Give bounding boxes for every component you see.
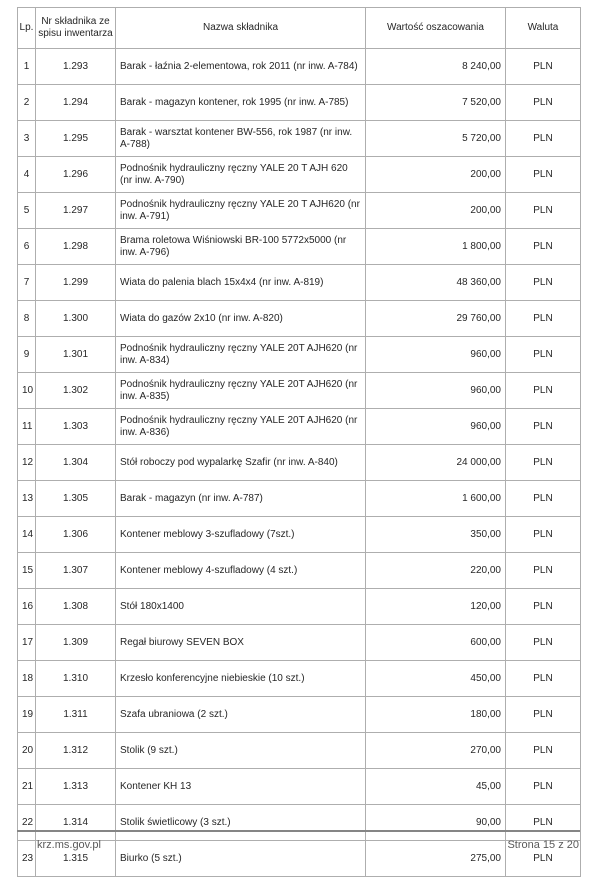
- column-header-wartosc: Wartość oszacowania: [366, 8, 506, 49]
- cell-nr: 1.311: [36, 697, 116, 733]
- cell-nr: 1.308: [36, 589, 116, 625]
- column-header-waluta: Waluta: [506, 8, 581, 49]
- table-row: [18, 445, 581, 481]
- cell-nazwa: Regał biurowy SEVEN BOX: [116, 625, 366, 661]
- table-row: [18, 193, 581, 229]
- cell-waluta: PLN: [506, 157, 581, 193]
- table-row: [18, 553, 581, 589]
- cell-nazwa: Wiata do palenia blach 15x4x4 (nr inw. A-819): [116, 265, 366, 301]
- table-row: [18, 265, 581, 301]
- cell-waluta: PLN: [506, 661, 581, 697]
- cell-nr: 1.299: [36, 265, 116, 301]
- cell-nazwa: Podnośnik hydrauliczny ręczny YALE 20 T AJH 620 (nr inw. A-790): [116, 157, 366, 193]
- cell-waluta: PLN: [506, 733, 581, 769]
- cell-nr: 1.294: [36, 85, 116, 121]
- cell-waluta: PLN: [506, 337, 581, 373]
- cell-nr: 1.310: [36, 661, 116, 697]
- cell-wartosc: 270,00: [366, 733, 506, 769]
- cell-nr: 1.301: [36, 337, 116, 373]
- table-header-row: [18, 8, 581, 49]
- table-row: [18, 589, 581, 625]
- cell-lp: 5: [18, 193, 36, 229]
- cell-waluta: PLN: [506, 589, 581, 625]
- cell-wartosc: 8 240,00: [366, 49, 506, 85]
- cell-wartosc: 1 800,00: [366, 229, 506, 265]
- cell-waluta: PLN: [506, 49, 581, 85]
- cell-nr: 1.305: [36, 481, 116, 517]
- cell-waluta: PLN: [506, 229, 581, 265]
- column-header-nazwa: Nazwa składnika: [116, 8, 366, 49]
- page-footer: [17, 830, 580, 851]
- cell-waluta: PLN: [506, 517, 581, 553]
- cell-nazwa: Szafa ubraniowa (2 szt.): [116, 697, 366, 733]
- cell-nazwa: Podnośnik hydrauliczny ręczny YALE 20T AJH620 (nr inw. A-835): [116, 373, 366, 409]
- table-row: [18, 733, 581, 769]
- cell-lp: 23: [18, 841, 36, 877]
- cell-nr: 1.296: [36, 157, 116, 193]
- cell-nazwa: Podnośnik hydrauliczny ręczny YALE 20 T AJH620 (nr inw. A-791): [116, 193, 366, 229]
- table-row: [18, 49, 581, 85]
- cell-nr: 1.302: [36, 373, 116, 409]
- cell-waluta: PLN: [506, 805, 581, 841]
- cell-nazwa: Stolik świetlicowy (3 szt.): [116, 805, 366, 841]
- table-row: [18, 481, 581, 517]
- cell-waluta: PLN: [506, 841, 581, 877]
- cell-wartosc: 600,00: [366, 625, 506, 661]
- cell-nr: 1.298: [36, 229, 116, 265]
- cell-nazwa: Podnośnik hydrauliczny ręczny YALE 20T AJH620 (nr inw. A-836): [116, 409, 366, 445]
- table-row: [18, 517, 581, 553]
- cell-lp: 22: [18, 805, 36, 841]
- cell-nr: 1.309: [36, 625, 116, 661]
- cell-nr: 1.300: [36, 301, 116, 337]
- cell-lp: 11: [18, 409, 36, 445]
- cell-nr: 1.303: [36, 409, 116, 445]
- cell-lp: 7: [18, 265, 36, 301]
- table-row: [18, 409, 581, 445]
- cell-wartosc: 45,00: [366, 769, 506, 805]
- cell-lp: 14: [18, 517, 36, 553]
- cell-nr: 1.315: [36, 841, 116, 877]
- cell-waluta: PLN: [506, 121, 581, 157]
- table-row: [18, 229, 581, 265]
- cell-nazwa: Barak - magazyn kontener, rok 1995 (nr inw. A-785): [116, 85, 366, 121]
- cell-wartosc: 960,00: [366, 337, 506, 373]
- cell-lp: 6: [18, 229, 36, 265]
- cell-lp: 10: [18, 373, 36, 409]
- cell-lp: 9: [18, 337, 36, 373]
- table-row: [18, 697, 581, 733]
- cell-nazwa: Barak - łaźnia 2-elementowa, rok 2011 (nr inw. A-784): [116, 49, 366, 85]
- cell-lp: 20: [18, 733, 36, 769]
- cell-lp: 19: [18, 697, 36, 733]
- footer-rule: [17, 830, 580, 832]
- inventory-table: [17, 7, 581, 877]
- cell-wartosc: 1 600,00: [366, 481, 506, 517]
- cell-nazwa: Kontener meblowy 4-szufladowy (4 szt.): [116, 553, 366, 589]
- cell-lp: 13: [18, 481, 36, 517]
- cell-nr: 1.313: [36, 769, 116, 805]
- cell-nr: 1.295: [36, 121, 116, 157]
- cell-wartosc: 24 000,00: [366, 445, 506, 481]
- cell-lp: 8: [18, 301, 36, 337]
- cell-lp: 4: [18, 157, 36, 193]
- cell-waluta: PLN: [506, 553, 581, 589]
- cell-waluta: PLN: [506, 697, 581, 733]
- cell-wartosc: 90,00: [366, 805, 506, 841]
- cell-waluta: PLN: [506, 445, 581, 481]
- cell-lp: 15: [18, 553, 36, 589]
- cell-nazwa: Brama roletowa Wiśniowski BR-100 5772x5000 (nr inw. A-796): [116, 229, 366, 265]
- column-header-nr: Nr składnika ze spisu inwentarza: [36, 8, 116, 49]
- cell-wartosc: 350,00: [366, 517, 506, 553]
- cell-waluta: PLN: [506, 769, 581, 805]
- cell-lp: 3: [18, 121, 36, 157]
- cell-nr: 1.307: [36, 553, 116, 589]
- cell-nazwa: Krzesło konferencyjne niebieskie (10 szt.): [116, 661, 366, 697]
- cell-lp: 2: [18, 85, 36, 121]
- table-row: [18, 769, 581, 805]
- cell-wartosc: 200,00: [366, 193, 506, 229]
- footer-page-number: Strona 15 z 20: [507, 839, 579, 851]
- cell-lp: 17: [18, 625, 36, 661]
- cell-nazwa: Barak - warsztat kontener BW-556, rok 1987 (nr inw. A-788): [116, 121, 366, 157]
- cell-nazwa: Barak - magazyn (nr inw. A-787): [116, 481, 366, 517]
- cell-nazwa: Kontener KH 13: [116, 769, 366, 805]
- cell-nr: 1.304: [36, 445, 116, 481]
- cell-nr: 1.293: [36, 49, 116, 85]
- cell-nazwa: Stolik (9 szt.): [116, 733, 366, 769]
- cell-wartosc: 960,00: [366, 373, 506, 409]
- cell-waluta: PLN: [506, 409, 581, 445]
- cell-nazwa: Wiata do gazów 2x10 (nr inw. A-820): [116, 301, 366, 337]
- cell-wartosc: 5 720,00: [366, 121, 506, 157]
- cell-nr: 1.312: [36, 733, 116, 769]
- cell-wartosc: 450,00: [366, 661, 506, 697]
- cell-nazwa: Biurko (5 szt.): [116, 841, 366, 877]
- table-row: [18, 337, 581, 373]
- document-page: [0, 7, 601, 869]
- cell-waluta: PLN: [506, 265, 581, 301]
- column-header-lp: Lp.: [18, 8, 36, 49]
- cell-wartosc: 275,00: [366, 841, 506, 877]
- cell-wartosc: 180,00: [366, 697, 506, 733]
- table-row: [18, 301, 581, 337]
- cell-waluta: PLN: [506, 85, 581, 121]
- cell-lp: 18: [18, 661, 36, 697]
- table-body: [18, 49, 581, 877]
- cell-nazwa: Kontener meblowy 3-szufladowy (7szt.): [116, 517, 366, 553]
- cell-waluta: PLN: [506, 625, 581, 661]
- cell-wartosc: 29 760,00: [366, 301, 506, 337]
- cell-lp: 1: [18, 49, 36, 85]
- cell-waluta: PLN: [506, 193, 581, 229]
- table-row: [18, 625, 581, 661]
- cell-nazwa: Stół roboczy pod wypalarkę Szafir (nr inw. A-840): [116, 445, 366, 481]
- table-row: [18, 373, 581, 409]
- cell-waluta: PLN: [506, 481, 581, 517]
- cell-wartosc: 7 520,00: [366, 85, 506, 121]
- cell-lp: 16: [18, 589, 36, 625]
- cell-wartosc: 220,00: [366, 553, 506, 589]
- table-row: [18, 157, 581, 193]
- table-row: [18, 121, 581, 157]
- footer-site-label: krz.ms.gov.pl: [37, 839, 101, 851]
- table-row: [18, 661, 581, 697]
- table-row: [18, 85, 581, 121]
- cell-lp: 21: [18, 769, 36, 805]
- cell-nazwa: Podnośnik hydrauliczny ręczny YALE 20T AJH620 (nr inw. A-834): [116, 337, 366, 373]
- cell-lp: 12: [18, 445, 36, 481]
- cell-waluta: PLN: [506, 373, 581, 409]
- cell-wartosc: 120,00: [366, 589, 506, 625]
- cell-wartosc: 960,00: [366, 409, 506, 445]
- table-header: [18, 8, 581, 49]
- cell-nazwa: Stół 180x1400: [116, 589, 366, 625]
- cell-wartosc: 48 360,00: [366, 265, 506, 301]
- cell-nr: 1.306: [36, 517, 116, 553]
- cell-wartosc: 200,00: [366, 157, 506, 193]
- cell-nr: 1.314: [36, 805, 116, 841]
- cell-nr: 1.297: [36, 193, 116, 229]
- cell-waluta: PLN: [506, 301, 581, 337]
